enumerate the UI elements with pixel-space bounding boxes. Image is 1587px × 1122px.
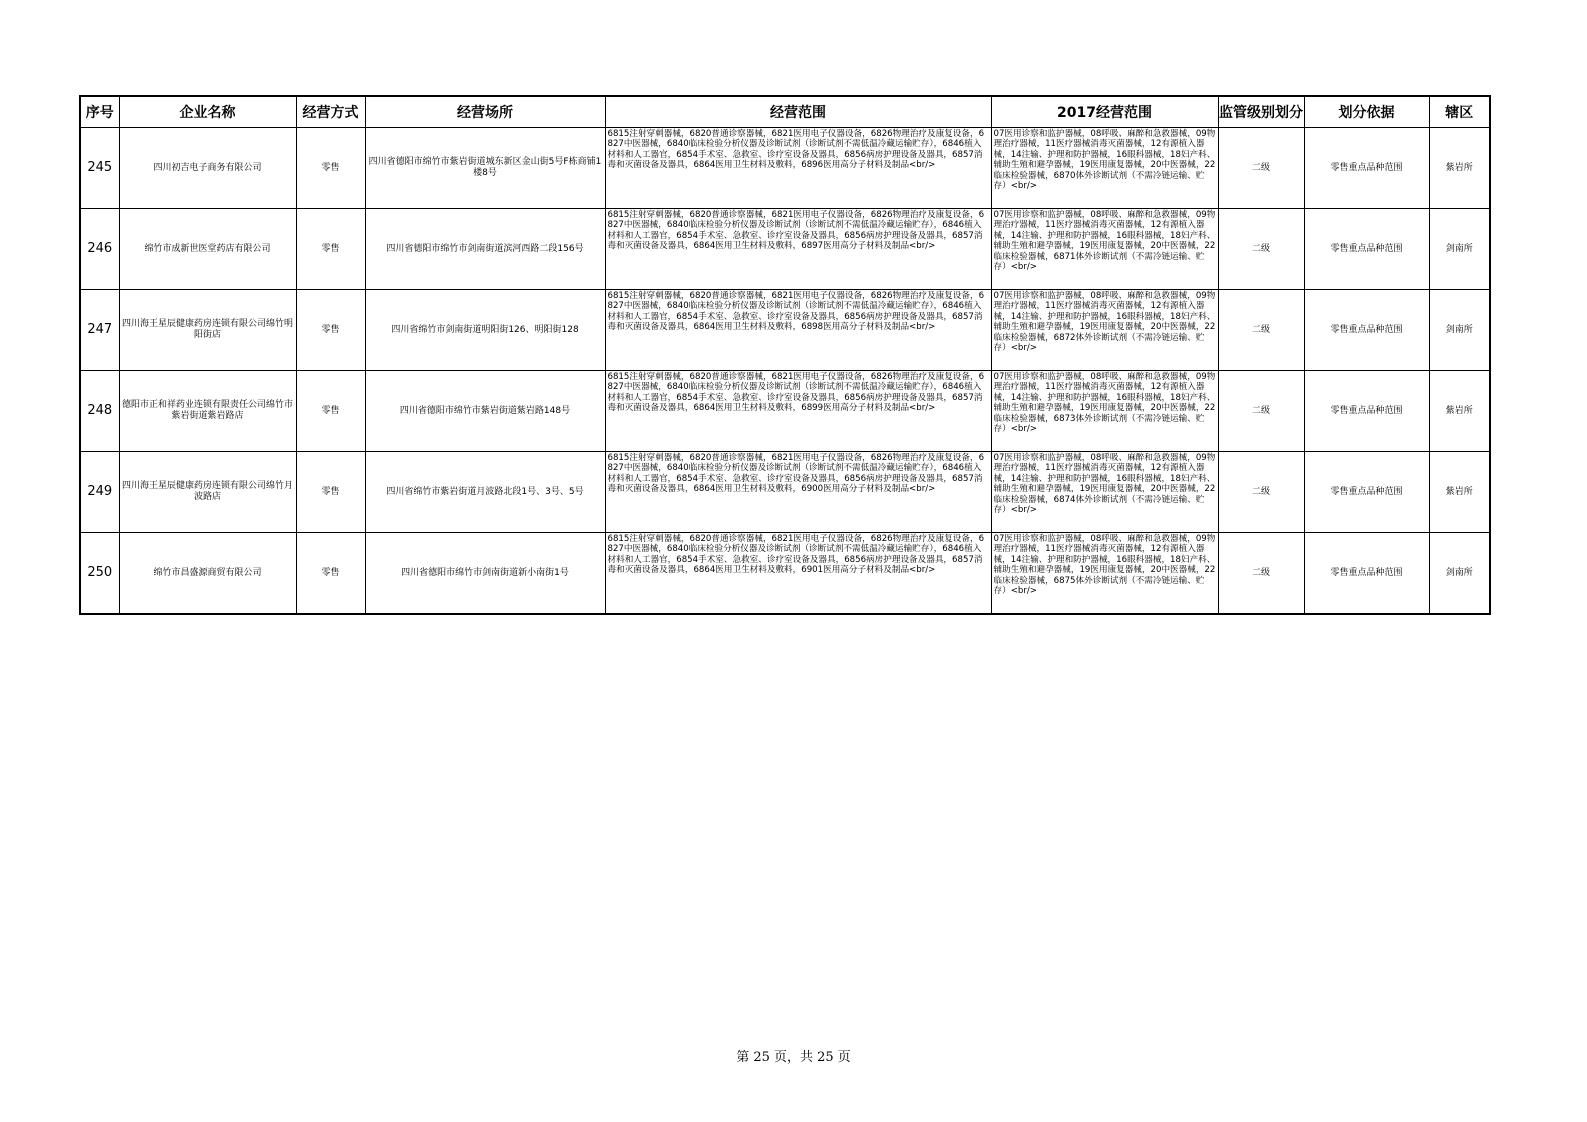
cell-level: 二级 (1218, 533, 1304, 615)
cell-company: 绵竹市昌盛源商贸有限公司 (119, 533, 296, 615)
cell-basis: 零售重点品种范围 (1304, 209, 1429, 290)
header-scope: 经营范围 (605, 96, 991, 128)
cell-mode: 零售 (296, 371, 365, 452)
cell-scope: 6815注射穿刺器械，6820普通诊察器械，6821医用电子仪器设备，6826物理治疗及康复设备，6827中医器械，6840临床检验分析仪器及诊断试剂（诊断试剂不需低温冷藏运输贮存），6846植入材料和人工器官，6854手术室、急救室、诊疗室设备及器具，6856病房护理设备及器具，6857消毒和灭菌设备及器具，6864医用卫生材料及敷料，6898医用高分子材料及制品<br/> (605, 290, 991, 371)
cell-district: 剑南所 (1429, 290, 1490, 371)
table-header-row (80, 96, 1490, 128)
cell-level: 二级 (1218, 371, 1304, 452)
cell-level: 二级 (1218, 452, 1304, 533)
cell-basis: 零售重点品种范围 (1304, 452, 1429, 533)
cell-mode: 零售 (296, 128, 365, 209)
cell-scope-2017: 07医用诊察和监护器械，08呼吸、麻醉和急救器械，09物理治疗器械，11医疗器械消毒灭菌器械，12有源植入器械，14注输、护理和防护器械，16眼科器械，18妇产科、辅助生殖和避孕器械，19医用康复器械，20中医器械，22临床检验器械，6870体外诊断试剂（不需冷链运输、贮存）<br/> (991, 128, 1218, 209)
cell-district: 紫岩所 (1429, 128, 1490, 209)
cell-company: 绵竹市成新世医堂药店有限公司 (119, 209, 296, 290)
header-company: 企业名称 (119, 96, 296, 128)
cell-district: 剑南所 (1429, 209, 1490, 290)
table-row (80, 290, 1490, 371)
cell-scope: 6815注射穿刺器械，6820普通诊察器械，6821医用电子仪器设备，6826物理治疗及康复设备，6827中医器械，6840临床检验分析仪器及诊断试剂（诊断试剂不需低温冷藏运输贮存），6846植入材料和人工器官，6854手术室、急救室、诊疗室设备及器具，6856病房护理设备及器具，6857消毒和灭菌设备及器具，6864医用卫生材料及敷料，6901医用高分子材料及制品<br/> (605, 533, 991, 615)
enterprise-table (79, 95, 1491, 615)
header-level: 监管级别划分 (1218, 96, 1304, 128)
cell-scope-2017: 07医用诊察和监护器械，08呼吸、麻醉和急救器械，09物理治疗器械，11医疗器械消毒灭菌器械，12有源植入器械，14注输、护理和防护器械，16眼科器械，18妇产科、辅助生殖和避孕器械，19医用康复器械，20中医器械，22临床检验器械，6875体外诊断试剂（不需冷链运输、贮存）<br/> (991, 533, 1218, 615)
cell-address: 四川省德阳市绵竹市剑南街道新小南街1号 (365, 533, 605, 615)
header-mode: 经营方式 (296, 96, 365, 128)
cell-company: 四川海王星辰健康药房连锁有限公司绵竹明阳街店 (119, 290, 296, 371)
cell-basis: 零售重点品种范围 (1304, 290, 1429, 371)
cell-basis: 零售重点品种范围 (1304, 533, 1429, 615)
cell-district: 紫岩所 (1429, 371, 1490, 452)
cell-scope: 6815注射穿刺器械，6820普通诊察器械，6821医用电子仪器设备，6826物理治疗及康复设备，6827中医器械，6840临床检验分析仪器及诊断试剂（诊断试剂不需低温冷藏运输贮存），6846植入材料和人工器官，6854手术室、急救室、诊疗室设备及器具，6856病房护理设备及器具，6857消毒和灭菌设备及器具，6864医用卫生材料及敷料，6899医用高分子材料及制品<br/> (605, 371, 991, 452)
cell-no: 250 (80, 533, 119, 615)
cell-company: 四川海王星辰健康药房连锁有限公司绵竹月波路店 (119, 452, 296, 533)
cell-scope-2017: 07医用诊察和监护器械，08呼吸、麻醉和急救器械，09物理治疗器械，11医疗器械消毒灭菌器械，12有源植入器械，14注输、护理和防护器械，16眼科器械，18妇产科、辅助生殖和避孕器械，19医用康复器械，20中医器械，22临床检验器械，6872体外诊断试剂（不需冷链运输、贮存）<br/> (991, 290, 1218, 371)
table-row (80, 128, 1490, 209)
table-row (80, 371, 1490, 452)
cell-scope-2017: 07医用诊察和监护器械，08呼吸、麻醉和急救器械，09物理治疗器械，11医疗器械消毒灭菌器械，12有源植入器械，14注输、护理和防护器械，16眼科器械，18妇产科、辅助生殖和避孕器械，19医用康复器械，20中医器械，22临床检验器械，6871体外诊断试剂（不需冷链运输、贮存）<br/> (991, 209, 1218, 290)
header-district: 辖区 (1429, 96, 1490, 128)
cell-no: 247 (80, 290, 119, 371)
cell-no: 246 (80, 209, 119, 290)
cell-mode: 零售 (296, 290, 365, 371)
header-no: 序号 (80, 96, 119, 128)
cell-no: 245 (80, 128, 119, 209)
header-scope-2017: 2017经营范围 (991, 96, 1218, 128)
cell-address: 四川省绵竹市紫岩街道月波路北段1号、3号、5号 (365, 452, 605, 533)
cell-basis: 零售重点品种范围 (1304, 371, 1429, 452)
cell-scope: 6815注射穿刺器械，6820普通诊察器械，6821医用电子仪器设备，6826物理治疗及康复设备，6827中医器械，6840临床检验分析仪器及诊断试剂（诊断试剂不需低温冷藏运输贮存），6846植入材料和人工器官，6854手术室、急救室、诊疗室设备及器具，6856病房护理设备及器具，6857消毒和灭菌设备及器具，6864医用卫生材料及敷料，6900医用高分子材料及制品<br/> (605, 452, 991, 533)
cell-district: 剑南所 (1429, 533, 1490, 615)
cell-scope: 6815注射穿刺器械，6820普通诊察器械，6821医用电子仪器设备，6826物理治疗及康复设备，6827中医器械，6840临床检验分析仪器及诊断试剂（诊断试剂不需低温冷藏运输贮存），6846植入材料和人工器官，6854手术室、急救室、诊疗室设备及器具，6856病房护理设备及器具，6857消毒和灭菌设备及器具，6864医用卫生材料及敷料，6897医用高分子材料及制品<br/> (605, 209, 991, 290)
cell-level: 二级 (1218, 290, 1304, 371)
cell-district: 紫岩所 (1429, 452, 1490, 533)
page-footer: 第 25 页，共 25 页 (736, 1050, 851, 1065)
cell-mode: 零售 (296, 533, 365, 615)
cell-address: 四川省德阳市绵竹市紫岩街道紫岩路148号 (365, 371, 605, 452)
cell-level: 二级 (1218, 128, 1304, 209)
cell-scope-2017: 07医用诊察和监护器械，08呼吸、麻醉和急救器械，09物理治疗器械，11医疗器械消毒灭菌器械，12有源植入器械，14注输、护理和防护器械，16眼科器械，18妇产科、辅助生殖和避孕器械，19医用康复器械，20中医器械，22临床检验器械，6873体外诊断试剂（不需冷链运输、贮存）<br/> (991, 371, 1218, 452)
cell-address: 四川省绵竹市剑南街道明阳街126、明阳街128 (365, 290, 605, 371)
table-row (80, 533, 1490, 615)
cell-level: 二级 (1218, 209, 1304, 290)
cell-scope-2017: 07医用诊察和监护器械，08呼吸、麻醉和急救器械，09物理治疗器械，11医疗器械消毒灭菌器械，12有源植入器械，14注输、护理和防护器械，16眼科器械，18妇产科、辅助生殖和避孕器械，19医用康复器械，20中医器械，22临床检验器械，6874体外诊断试剂（不需冷链运输、贮存）<br/> (991, 452, 1218, 533)
cell-address: 四川省德阳市绵竹市剑南街道滨河西路二段156号 (365, 209, 605, 290)
cell-no: 249 (80, 452, 119, 533)
header-basis: 划分依据 (1304, 96, 1429, 128)
cell-mode: 零售 (296, 452, 365, 533)
cell-company: 四川初吉电子商务有限公司 (119, 128, 296, 209)
table-row (80, 209, 1490, 290)
cell-no: 248 (80, 371, 119, 452)
cell-company: 德阳市正和祥药业连锁有限责任公司绵竹市紫岩街道紫岩路店 (119, 371, 296, 452)
cell-mode: 零售 (296, 209, 365, 290)
cell-address: 四川省德阳市绵竹市紫岩街道城东新区金山街5号F栋商铺1楼8号 (365, 128, 605, 209)
table-row (80, 452, 1490, 533)
header-address: 经营场所 (365, 96, 605, 128)
cell-scope: 6815注射穿刺器械，6820普通诊察器械，6821医用电子仪器设备，6826物理治疗及康复设备，6827中医器械，6840临床检验分析仪器及诊断试剂（诊断试剂不需低温冷藏运输贮存），6846植入材料和人工器官，6854手术室、急救室、诊疗室设备及器具，6856病房护理设备及器具，6857消毒和灭菌设备及器具，6864医用卫生材料及敷料，6896医用高分子材料及制品<br/> (605, 128, 991, 209)
cell-basis: 零售重点品种范围 (1304, 128, 1429, 209)
